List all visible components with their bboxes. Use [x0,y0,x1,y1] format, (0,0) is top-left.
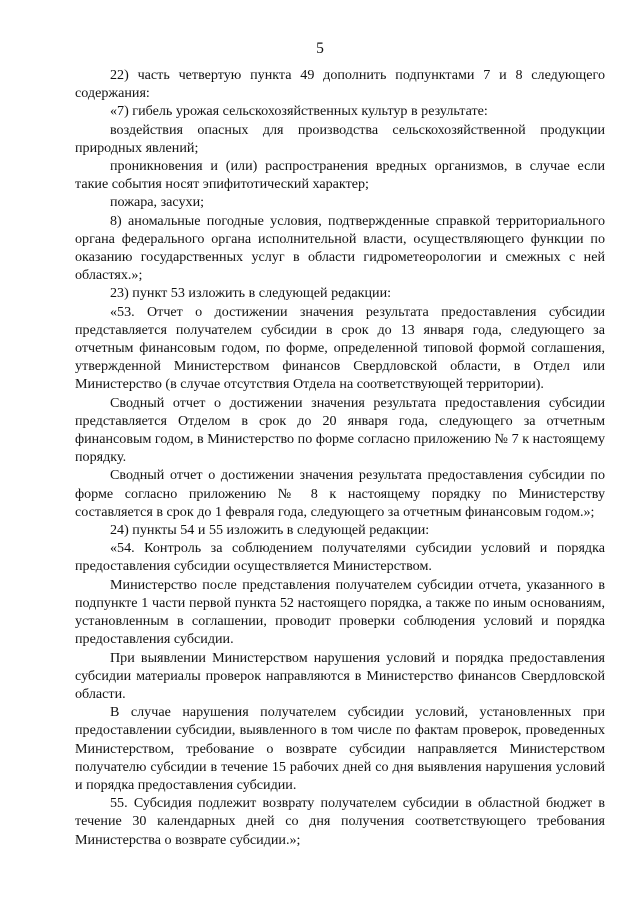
paragraph-refund-demand: В случае нарушения получателем субсидии условий, установленных при предоставлении субсидии, выявленного в том числе по фактам проверок, проведенных Министерством, требование о возврате субсидии направляется Министерством получателю субсидии в течение 15 рабочих дней со дня выявления нарушения условий и порядка предоставления субсидии. [75,704,605,793]
paragraph-fire-drought: пожара, засухи; [110,194,205,211]
paragraph-item-23: 23) пункт 53 изложить в следующей редакции: [110,285,392,302]
page-number: 5 [316,40,324,57]
paragraph-summary-report-ministry: Сводный отчет о достижении значения результата предоставления субсидии по форме согласно приложению № 8 к настоящему порядку по Министерству составляется в срок до 1 февраля года, следующего за отчетным финансовым годом.»; [75,467,605,520]
paragraph-pests: проникновения и (или) распространения вредных организмов, в случае если такие события носят эпифитотический характер; [75,158,605,193]
paragraph-clause-53: «53. Отчет о достижении значения результата предоставления субсидии представляется получателем субсидии в срок до 13 января года, следующего за отчетным финансовым годом, по форме, определенной типовой формой соглашения, утвержденной Министерством финансов Свердловской области, в Отдел или Министерство (в случае отсутствия Отдела на соответствующей территории). [75,303,605,393]
paragraph-violations-found: При выявлении Министерством нарушения условий и порядка предоставления субсидии материалы проверок направляются в Министерство финансов Свердловской области. [75,649,605,702]
paragraph-summary-report-department: Сводный отчет о достижении значения результата предоставления субсидии представляется Отделом в срок до 20 января года, следующего за отчетным финансовым годом, в Министерство по форме согласно приложению № 7 к настоящему порядку. [75,394,605,466]
paragraph-item-22: 22) часть четвертую пункта 49 дополнить подпунктами 7 и 8 следующего содержания: [75,67,605,102]
paragraph-clause-55: 55. Субсидия подлежит возврату получателем субсидии в областной бюджет в течение 30 календарных дней со дня получения соответствующего требования Министерства о возврате субсидии.»; [75,795,605,848]
paragraph-subitem-8: 8) аномальные погодные условия, подтвержденные справкой территориального органа федерального органа исполнительной власти, осуществляющего функции по оказанию государственных услуг в области гидрометеорологии и смежных с ней областях.»; [75,212,605,284]
document-body [75,66,605,849]
paragraph-natural-hazards: воздействия опасных для производства сельскохозяйственной продукции природных явлений; [75,121,605,156]
paragraph-clause-54: «54. Контроль за соблюдением получателями субсидии условий и порядка предоставления субсидии осуществляется Министерством. [75,540,605,575]
paragraph-subitem-7: «7) гибель урожая сельскохозяйственных культур в результате: [110,103,488,120]
paragraph-item-24: 24) пункты 54 и 55 изложить в следующей редакции: [110,522,430,539]
paragraph-ministry-inspections: Министерство после представления получателем субсидии отчета, указанного в подпункте 1 части первой пункта 52 настоящего порядка, а также по иным основаниям, установленным в соглашении, проводит проверки соблюдения условий и порядка предоставления субсидии. [75,576,605,648]
